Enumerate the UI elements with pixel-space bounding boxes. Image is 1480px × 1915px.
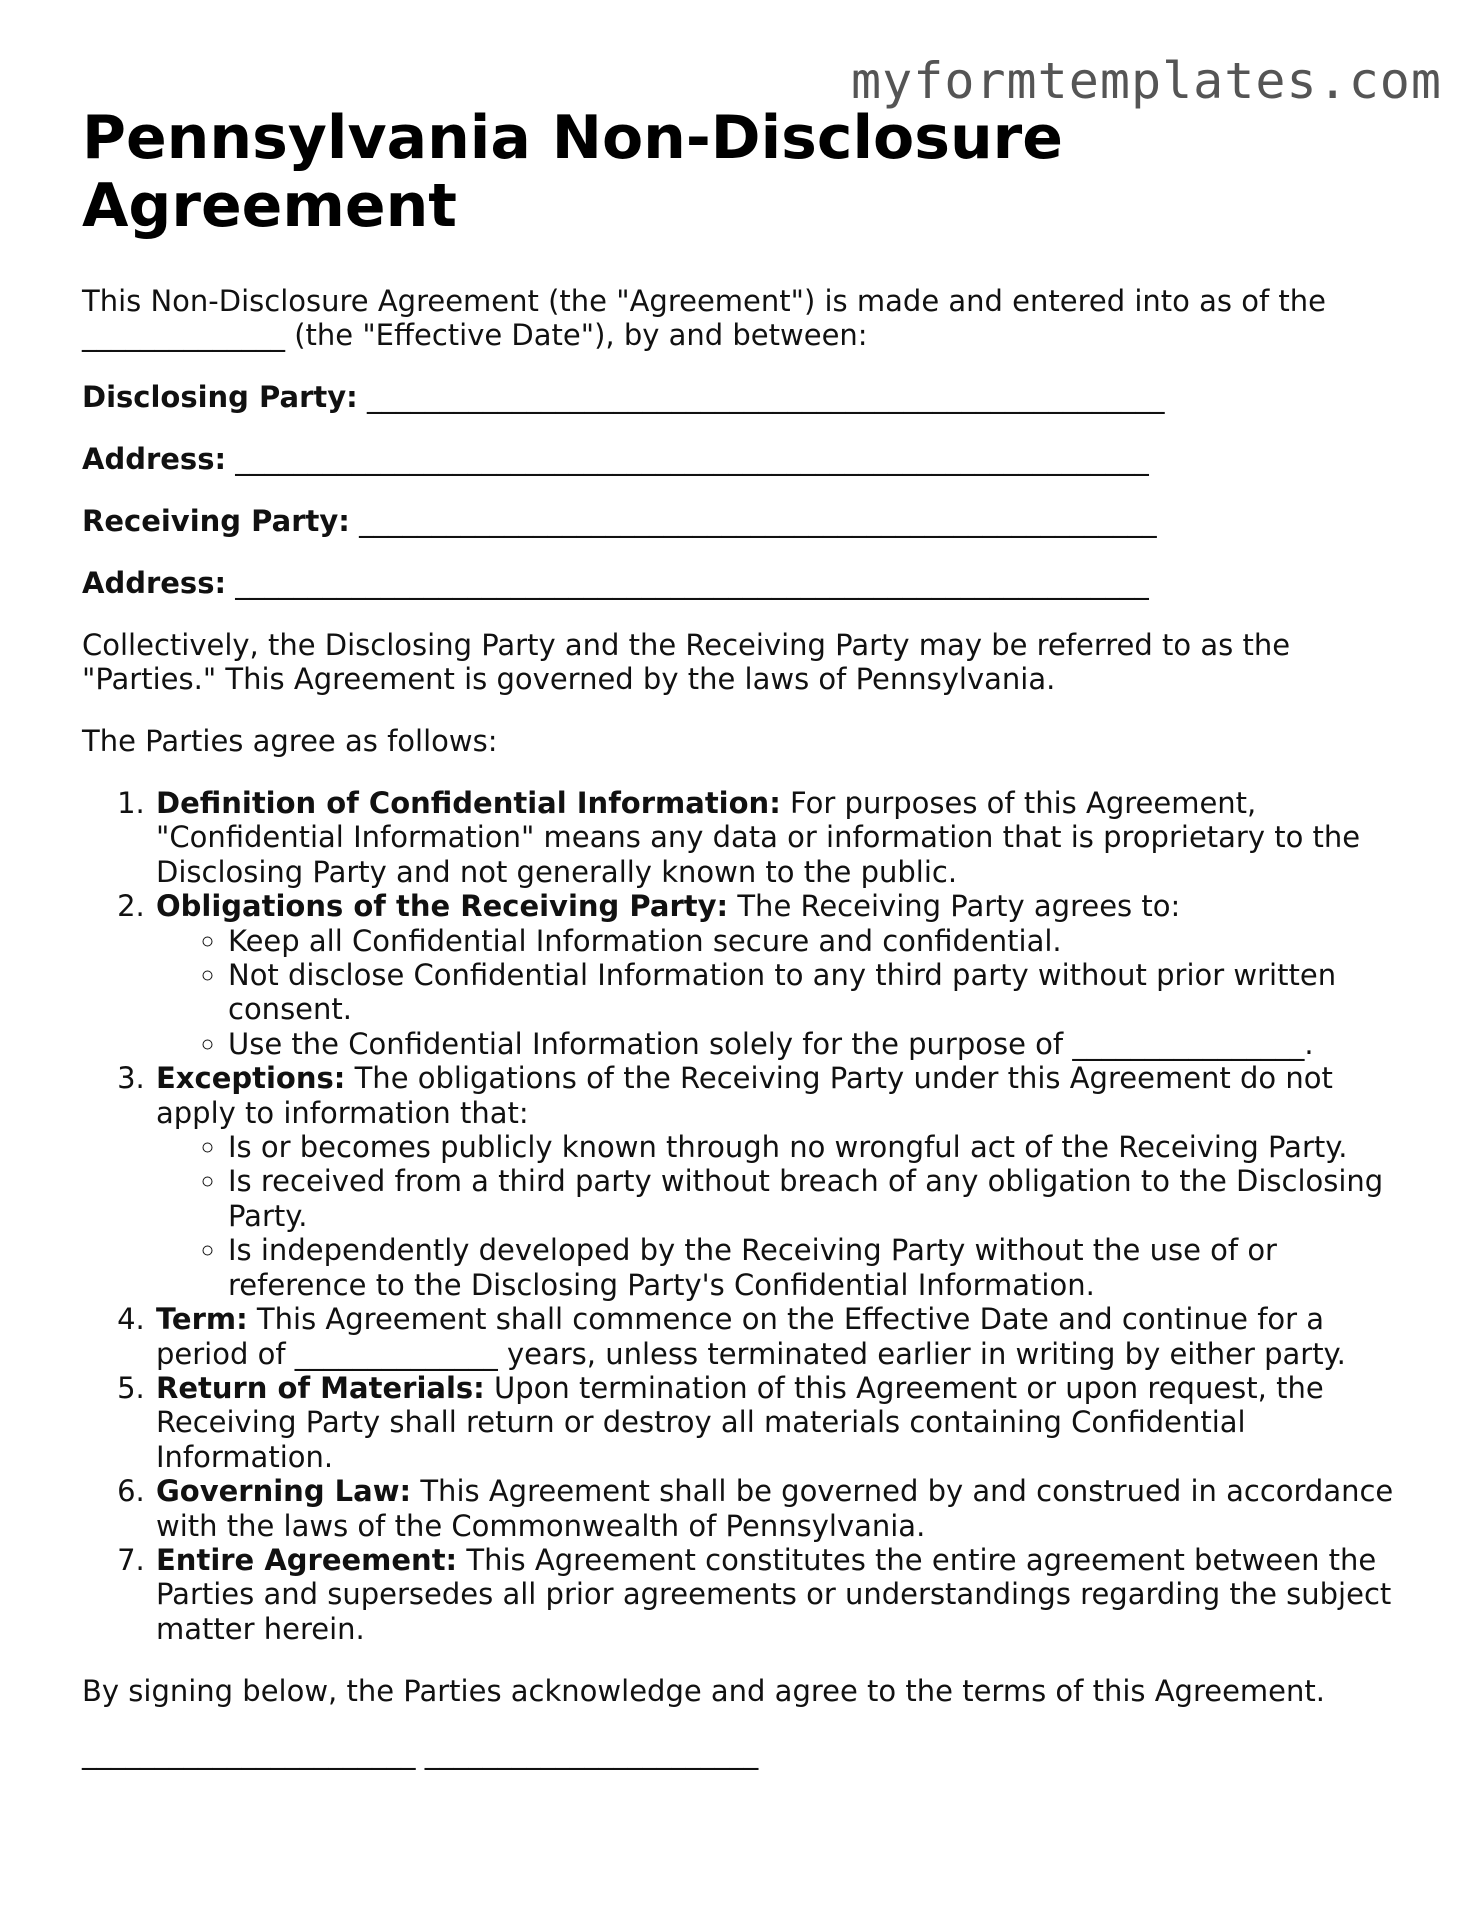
- intro-paragraph: This Non-Disclosure Agreement (the "Agreement") is made and entered into as of the ______________ (the "Effective Date"), by and between:: [82, 284, 1326, 352]
- field-label: Address:: [82, 566, 227, 600]
- clause-text: This Agreement shall commence on the Effective Date and continue for a period of ______________ years, unless terminated earlier in writing by either party.: [156, 1302, 1346, 1371]
- clause-entire-agreement: [154, 1543, 1412, 1646]
- field-label: Disclosing Party:: [82, 380, 358, 414]
- clause-heading: Return of Materials:: [156, 1370, 485, 1405]
- clause-text: This Agreement constitutes the entire agreement between the Parties and supersedes all prior agreements or understandings regarding the subject matter herein.: [156, 1542, 1392, 1646]
- disclosing-party-field: [82, 380, 1412, 414]
- list-item: ◦ Keep all Confidential Information secure and confidential.: [228, 924, 1412, 958]
- receiving-party-field: [82, 504, 1412, 538]
- field-label: Address:: [82, 442, 227, 476]
- clause-term: [154, 1302, 1412, 1371]
- clause-text: For purposes of this Agreement, "Confidential Information" means any data or information that is proprietary to the Disclosing Party and not generally known to the public.: [156, 786, 1361, 889]
- watermark: myformtemplates.com: [851, 52, 1442, 110]
- clause-list: [82, 786, 1412, 1646]
- closing-paragraph: By signing below, the Parties acknowledge and agree to the terms of this Agreement.: [82, 1674, 1325, 1709]
- clause-text: Upon termination of this Agreement or upon request, the Receiving Party shall return or destroy all materials containing Confidential Information.: [156, 1370, 1324, 1474]
- list-item: ◦ Is independently developed by the Receiving Party without the use of or reference to the Disclosing Party's Confidential Information.: [228, 1233, 1412, 1302]
- clause-text: This Agreement shall be governed by and construed in accordance with the laws of the Commonwealth of Pennsylvania.: [156, 1474, 1394, 1543]
- clause-obligations: [154, 889, 1412, 1061]
- collective-paragraph: Collectively, the Disclosing Party and the Receiving Party may be referred to as the "Parties." This Agreement is governed by the laws of Pennsylvania.: [82, 628, 1291, 696]
- blank-line: _______________________________________________________________: [235, 566, 1149, 600]
- document-title: Pennsylvania Non-Disclosure Agreement: [82, 103, 1063, 241]
- clause-text: The obligations of the Receiving Party under this Agreement do not apply to information that:: [156, 1061, 1333, 1130]
- blank-line: _______________________________________________________________: [235, 442, 1149, 476]
- clause-return-materials: [154, 1371, 1412, 1474]
- list-item: ◦ Is received from a third party without breach of any obligation to the Disclosing Party.: [228, 1164, 1412, 1233]
- clause-heading: Entire Agreement:: [156, 1542, 458, 1577]
- clause-text: The Receiving Party agrees to:: [728, 889, 1181, 924]
- disclosing-address-field: [82, 442, 1412, 476]
- clause-definition: [154, 786, 1412, 889]
- agree-intro: The Parties agree as follows:: [82, 724, 498, 758]
- clause-heading: Term:: [156, 1302, 248, 1337]
- clause-heading: Definition of Confidential Information:: [156, 786, 781, 820]
- list-item: ◦ Use the Confidential Information solely for the purpose of ________________.: [228, 1027, 1412, 1061]
- signature-lines: _______________________ _______________________: [82, 1736, 759, 1771]
- list-item: ◦ Not disclose Confidential Information to any third party without prior written consent.: [228, 958, 1412, 1027]
- field-label: Receiving Party:: [82, 504, 350, 538]
- exceptions-sublist: [156, 1130, 1412, 1302]
- document-body: [82, 104, 1412, 1770]
- receiving-address-field: [82, 566, 1412, 600]
- clause-heading: Governing Law:: [156, 1474, 412, 1509]
- clause-exceptions: [154, 1061, 1412, 1302]
- blank-line: _______________________________________________________: [359, 504, 1157, 538]
- blank-line: _______________________________________________________: [366, 380, 1165, 414]
- clause-governing-law: [154, 1474, 1412, 1543]
- obligations-sublist: [156, 924, 1412, 1062]
- clause-heading: Exceptions:: [156, 1061, 346, 1096]
- list-item: ◦ Is or becomes publicly known through no wrongful act of the Receiving Party.: [228, 1130, 1412, 1164]
- clause-heading: Obligations of the Receiving Party:: [156, 889, 729, 924]
